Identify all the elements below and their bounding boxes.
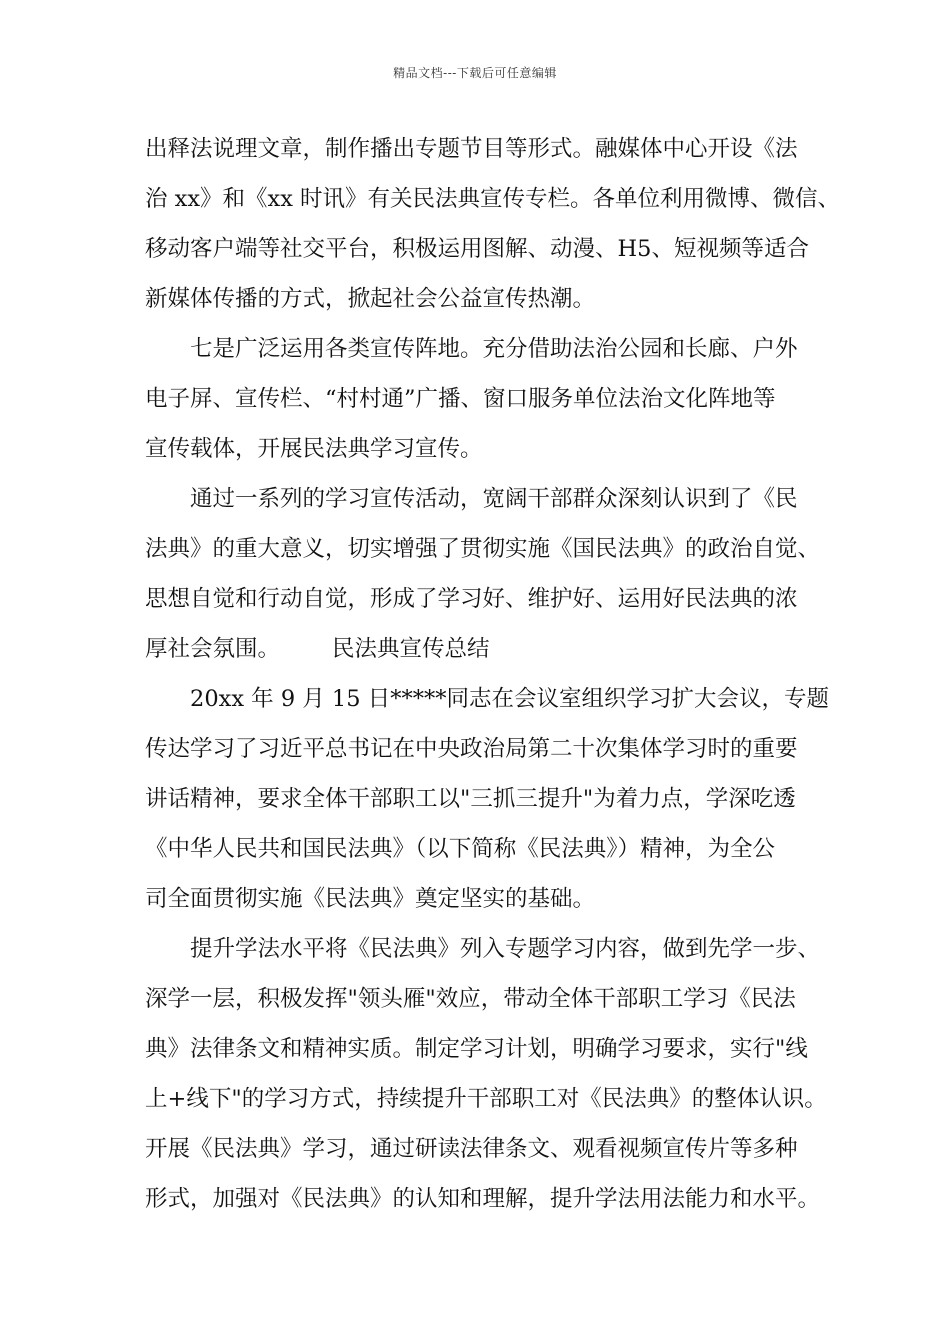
- text-line: 形式，加强对《民法典》的认知和理解，提升学法用法能力和水平。: [145, 1186, 821, 1212]
- text-line: 上+线下"的学习方式，持续提升干部职工对《民法典》的整体认识。: [145, 1086, 827, 1112]
- text-line: 思想自觉和行动自觉，形成了学习好、维护好、运用好民法典的浓: [145, 586, 798, 612]
- text-line: 典》法律条文和精神实质。制定学习计划，明确学习要求，实行"线: [145, 1036, 808, 1062]
- line-text: 厚社会氛围。: [145, 636, 281, 662]
- text-line: 移动客户端等社交平台，积极运用图解、动漫、H5、短视频等适合: [145, 236, 809, 262]
- text-line: 电子屏、宣传栏、“村村通”广播、窗口服务单位法治文化阵地等: [145, 386, 776, 412]
- section-title: 民法典宣传总结: [332, 636, 490, 662]
- text-line: 司全面贯彻实施《民法典》奠定坚实的基础。: [145, 886, 596, 912]
- text-line: 新媒体传播的方式，掀起社会公益宣传热潮。: [145, 286, 596, 312]
- paragraph-start-line: 提升学法水平将《民法典》列入专题学习内容，做到先学一步、: [190, 936, 821, 962]
- page-header: 精品文档---下载后可任意编辑: [393, 66, 557, 80]
- paragraph-start-line: 通过一系列的学习宣传活动，宽阔干部群众深刻认识到了《民: [190, 486, 798, 512]
- paragraph-start-line: 七是广泛运用各类宣传阵地。充分借助法治公园和长廊、户外: [190, 336, 798, 362]
- text-line-with-title: [145, 624, 825, 674]
- text-line: 宣传载体，开展民法典学习宣传。: [145, 436, 483, 462]
- text-line: 开展《民法典》学习，通过研读法律条文、观看视频宣传片等多种: [145, 1136, 798, 1162]
- text-line: 传达学习了习近平总书记在中央政治局第二十次集体学习时的重要: [145, 736, 798, 762]
- text-line: 《中华人民共和国民法典》（以下简称《民法典》）精神，为全公: [145, 836, 776, 862]
- document-body: [145, 124, 841, 1224]
- paragraph-start-line: 20xx 年 9 月 15 日*****同志在会议室组织学习扩大会议，专题: [190, 686, 829, 712]
- text-line: 深学一层，积极发挥"领头雁"效应，带动全体干部职工学习《民法: [145, 986, 796, 1012]
- text-line: 出释法说理文章，制作播出专题节目等形式。融媒体中心开设《法: [145, 136, 798, 162]
- text-line: 治 xx》和《xx 时讯》有关民法典宣传专栏。各单位利用微博、微信、: [145, 186, 841, 212]
- text-line: 法典》的重大意义，切实增强了贯彻实施《国民法典》的政治自觉、: [145, 536, 821, 562]
- text-line: 讲话精神，要求全体干部职工以"三抓三提升"为着力点，学深吃透: [145, 786, 796, 812]
